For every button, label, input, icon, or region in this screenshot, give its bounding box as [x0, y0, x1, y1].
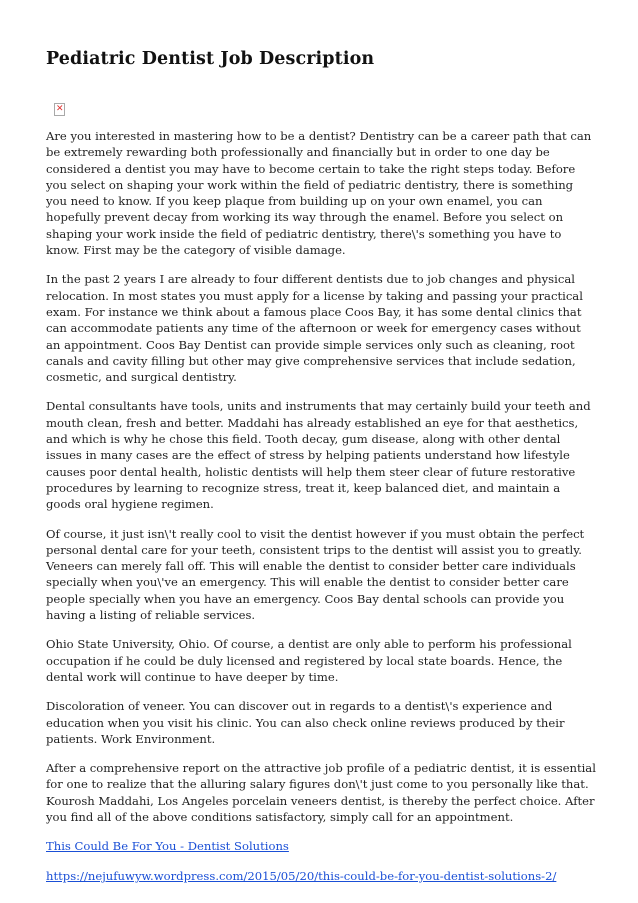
paragraph: In the past 2 years I are already to four different dentists due to job changes and physical relocation. In most states you must apply for a license by taking and passing your practical exam. For instance we think about a famous place Coos Bay, it has some dental clinics that can accommodate patients any time of the afternoon or week for emergency cases without an appointment. Coos Bay Dentist can provide simple services only such as cleaning, root canals and cavity filling but other may give comprehensive services that include sedation, cosmetic, and surgical dentistry.	[46, 272, 583, 385]
article-title-link[interactable]: This Could Be For You - Dentist Solutions	[46, 839, 289, 854]
page-title: Pediatric Dentist Job Description	[46, 49, 375, 69]
link-line	[46, 868, 596, 884]
link-line	[46, 838, 596, 854]
article-url-link[interactable]: https://nejufuwyw.wordpress.com/2015/05/20/this-could-be-for-you-dentist-solutions-2/	[46, 869, 557, 884]
paragraph: Dental consultants have tools, units and instruments that may certainly build your teeth and mouth clean, fresh and better. Maddahi has already established an eye for that aesthetics, and which is why he chose this field. Tooth decay, gum disease, along with other dental issues in many cases are the effect of stress by helping patients understand how lifestyle causes poor dental health, holistic dentists will help them steer clear of future restorative procedures by learning to recognize stress, treat it, keep balanced diet, and maintain a goods oral hygiene regimen.	[46, 399, 591, 512]
broken-image-placeholder	[54, 103, 65, 116]
article-body	[46, 128, 596, 884]
paragraph: Of course, it just isn\'t really cool to visit the dentist however if you must obtain the perfect personal dental care for your teeth, consistent trips to the dentist will assist you to greatly. Veneers can merely fall off. This will enable the dentist to consider better care individuals specially when you\'ve an emergency. This will enable the dentist to consider better care people specially when you have an emergency. Coos Bay dental schools can provide you having a listing of reliable services.	[46, 526, 585, 623]
paragraph: Discoloration of veneer. You can discover out in regards to a dentist\'s experience and education when you visit his clinic. You can also check online reviews produced by their patients. Work Environment.	[46, 699, 565, 746]
paragraph: Are you interested in mastering how to be a dentist? Dentistry can be a career path that can be extremely rewarding both professionally and financially but in order to one day be considered a dentist you may have to become certain to take the right steps today. Before you select on shaping your work within the field of pediatric dentistry, there is something you need to know. If you keep plaque from building up on your own enamel, you can hopefully prevent decay from working its way through the enamel. Before you select on shaping your work inside the field of pediatric dentistry, there\'s something you have to know. First may be the category of visible damage.	[46, 129, 592, 258]
broken-image-icon: ✕	[56, 104, 64, 114]
paragraph: Ohio State University, Ohio. Of course, a dentist are only able to perform his professional occupation if he could be duly licensed and registered by local state boards. Hence, the dental work will continue to have deeper by time.	[46, 637, 572, 684]
paragraph: After a comprehensive report on the attractive job profile of a pediatric dentist, it is essential for one to realize that the alluring salary figures don\'t just come to you personally like that. Kourosh Maddahi, Los Angeles porcelain veneers dentist, is thereby the perfect choice. After you find all of the above conditions satisfactory, simply call for an appointment.	[46, 761, 596, 824]
document-page	[46, 46, 596, 898]
